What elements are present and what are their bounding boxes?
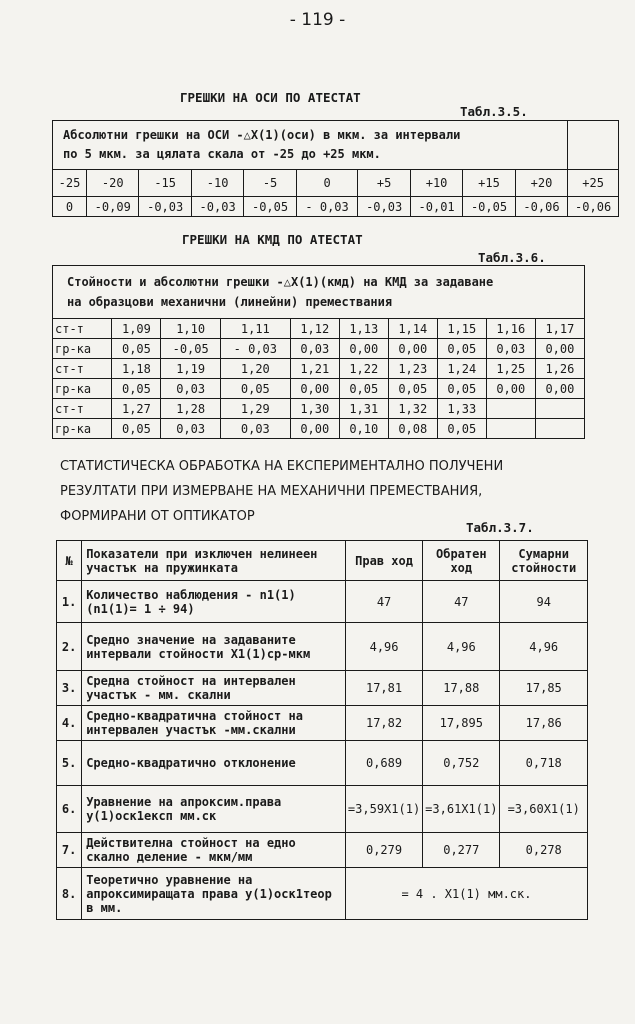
interval-9: +20: [515, 170, 568, 197]
row-forward: 47: [345, 581, 422, 623]
table-3-7-row: [57, 581, 588, 623]
error-7: -0,01: [410, 197, 462, 217]
error-0: 0: [53, 197, 87, 217]
cell-5: 0,00: [388, 339, 437, 359]
row-total: 4,96: [500, 623, 588, 671]
row-forward: 4,96: [345, 623, 422, 671]
table-3-7-label: Табл.3.7.: [466, 520, 534, 535]
row-parameter: Количество наблюдения - n1(1)(n1(1)= 1 ÷ 94): [82, 581, 346, 623]
row-total: 17,86: [500, 706, 588, 741]
cell-0: 1,09: [112, 319, 161, 339]
cell-0: 1,18: [112, 359, 161, 379]
table-3-6-caption-line1: Стойности и абсолютни грешки -△X(1)(кмд) на КМД за задаване: [67, 275, 494, 289]
row-parameter: Средно-квадратично отклонение: [82, 741, 346, 786]
row-parameter: Уравнение на апроксим.права y(1)оск1експ мм.ск: [82, 786, 346, 833]
cell-1: 1,10: [161, 319, 220, 339]
table-3-6-label: Табл.3.6.: [478, 250, 546, 265]
table-3-7-title-line1: СТАТИСТИЧЕСКА ОБРАБОТКА НА ЕКСПЕРИМЕНТАЛНО ПОЛУЧЕНИ: [60, 459, 504, 474]
table-3-5-label: Табл.3.5.: [460, 104, 528, 119]
table-3-7-row: [57, 623, 588, 671]
row-number: 2.: [57, 623, 82, 671]
row-number: 3.: [57, 671, 82, 706]
table-3-5-heading: ГРЕШКИ НА ОСИ ПО АТЕСТАТ: [180, 90, 361, 105]
table-3-5-caption-blank: [568, 121, 619, 170]
cell-2: - 0,03: [220, 339, 290, 359]
cell-6: 0,05: [437, 419, 486, 439]
cell-5: 1,32: [388, 399, 437, 419]
error-3: -0,03: [191, 197, 243, 217]
row-number: 8.: [57, 868, 82, 920]
cell-8: 1,17: [535, 319, 584, 339]
cell-1: 1,19: [161, 359, 220, 379]
error-9: -0,06: [515, 197, 568, 217]
row-backward: 0,277: [423, 833, 500, 868]
error-1: -0,09: [87, 197, 139, 217]
table-3-7: [56, 540, 588, 920]
row-number: 5.: [57, 741, 82, 786]
row-backward: 47: [423, 581, 500, 623]
cell-0: 0,05: [112, 339, 161, 359]
table-3-7-row: [57, 671, 588, 706]
table-3-7-title-line2: РЕЗУЛТАТИ ПРИ ИЗМЕРВАНЕ НА МЕХАНИЧНИ ПРЕМЕСТВАНИЯ,: [60, 484, 483, 499]
row-parameter: Действителна стойност на едно скално деление - мкм/мм: [82, 833, 346, 868]
row-label: ст-т: [53, 359, 112, 379]
cell-8: [535, 399, 584, 419]
table-3-6-row: [53, 339, 585, 359]
interval-5: 0: [296, 170, 358, 197]
cell-0: 1,27: [112, 399, 161, 419]
cell-2: 1,11: [220, 319, 290, 339]
row-forward: 17,82: [345, 706, 422, 741]
table-3-6-heading: ГРЕШКИ НА КМД ПО АТЕСТАТ: [182, 232, 363, 247]
row-backward: =3,61X1(1): [423, 786, 500, 833]
table-3-5-caption: [53, 121, 568, 170]
row-parameter: Средно-квадратична стойност на интервален участък -мм.скални: [82, 706, 346, 741]
cell-4: 0,10: [339, 419, 388, 439]
table-3-6-caption: [53, 266, 585, 319]
row-total: 94: [500, 581, 588, 623]
row-total: 0,718: [500, 741, 588, 786]
table-3-7-row: [57, 868, 588, 920]
row-number: 6.: [57, 786, 82, 833]
interval-2: -15: [139, 170, 191, 197]
table-3-7-row: [57, 786, 588, 833]
row-backward: 4,96: [423, 623, 500, 671]
row-forward: =3,59X1(1): [345, 786, 422, 833]
cell-7: [486, 399, 535, 419]
cell-3: 0,00: [290, 379, 339, 399]
table-3-7-title-line3: ФОРМИРАНИ ОТ ОПТИКАТОР: [60, 509, 255, 524]
cell-8: 0,00: [535, 379, 584, 399]
interval-7: +10: [410, 170, 462, 197]
row-forward: 0,689: [345, 741, 422, 786]
header-total: Сумарни стойности: [500, 541, 588, 581]
cell-4: 1,13: [339, 319, 388, 339]
table-3-7-row: [57, 741, 588, 786]
row-backward: 0,752: [423, 741, 500, 786]
error-10: -0,06: [568, 197, 619, 217]
interval-3: -10: [191, 170, 243, 197]
cell-3: 0,00: [290, 419, 339, 439]
table-3-7-row: [57, 833, 588, 868]
table-3-5: [52, 120, 619, 217]
interval-6: +5: [358, 170, 410, 197]
row-total: 17,85: [500, 671, 588, 706]
cell-0: 0,05: [112, 419, 161, 439]
error-4: -0,05: [244, 197, 296, 217]
cell-7: 1,25: [486, 359, 535, 379]
row-label: гр-ка: [53, 339, 112, 359]
cell-4: 0,00: [339, 339, 388, 359]
cell-5: 1,23: [388, 359, 437, 379]
cell-6: 1,15: [437, 319, 486, 339]
header-backward: Обратен ход: [423, 541, 500, 581]
cell-5: 0,08: [388, 419, 437, 439]
cell-2: 0,03: [220, 419, 290, 439]
cell-1: 0,03: [161, 379, 220, 399]
row-label: ст-т: [53, 399, 112, 419]
table-3-6-row: [53, 399, 585, 419]
header-forward: Прав ход: [345, 541, 422, 581]
cell-6: 0,05: [437, 339, 486, 359]
row-forward: 0,279: [345, 833, 422, 868]
interval-8: +15: [463, 170, 515, 197]
row-backward: 17,895: [423, 706, 500, 741]
cell-7: 1,16: [486, 319, 535, 339]
interval-10: +25: [568, 170, 619, 197]
cell-2: 1,20: [220, 359, 290, 379]
row-parameter: Теоретично уравнение на апроксимиращата права y(1)оск1теор в мм.: [82, 868, 346, 920]
row-number: 4.: [57, 706, 82, 741]
table-3-5-caption-line1: Абсолютни грешки на ОСИ -△X(1)(оси) в мкм. за интервали: [63, 128, 461, 142]
cell-8: [535, 419, 584, 439]
row-total: =3,60X1(1): [500, 786, 588, 833]
interval-0: -25: [53, 170, 87, 197]
row-number: 1.: [57, 581, 82, 623]
cell-3: 1,30: [290, 399, 339, 419]
cell-6: 1,24: [437, 359, 486, 379]
cell-4: 1,31: [339, 399, 388, 419]
table-3-6-caption-line2: на образцови механични (линейни) премествания: [67, 295, 393, 309]
table-3-7-row: [57, 706, 588, 741]
interval-1: -20: [87, 170, 139, 197]
cell-6: 0,05: [437, 379, 486, 399]
cell-1: -0,05: [161, 339, 220, 359]
error-2: -0,03: [139, 197, 191, 217]
cell-2: 1,29: [220, 399, 290, 419]
cell-7: [486, 419, 535, 439]
cell-7: 0,03: [486, 339, 535, 359]
cell-5: 0,05: [388, 379, 437, 399]
row-parameter: Средно значение на задаваните интервали стойности X1(1)ср-мкм: [82, 623, 346, 671]
header-no: №: [57, 541, 82, 581]
cell-6: 1,33: [437, 399, 486, 419]
row-label: гр-ка: [53, 419, 112, 439]
row-parameter: Средна стойност на интервален участък - мм. скални: [82, 671, 346, 706]
row-label: гр-ка: [53, 379, 112, 399]
error-8: -0,05: [463, 197, 515, 217]
row-forward: 17,81: [345, 671, 422, 706]
table-3-6: [52, 265, 585, 439]
row-number: 7.: [57, 833, 82, 868]
table-3-6-row: [53, 319, 585, 339]
error-6: -0,03: [358, 197, 410, 217]
cell-0: 0,05: [112, 379, 161, 399]
cell-8: 0,00: [535, 339, 584, 359]
cell-4: 1,22: [339, 359, 388, 379]
cell-7: 0,00: [486, 379, 535, 399]
table-3-5-caption-line2: по 5 мкм. за цялата скала от -25 до +25 мкм.: [63, 147, 381, 161]
cell-3: 1,12: [290, 319, 339, 339]
cell-3: 0,03: [290, 339, 339, 359]
row-merged-value: = 4 . X1(1) мм.ск.: [345, 868, 587, 920]
row-total: 0,278: [500, 833, 588, 868]
page-number: - 119 -: [289, 10, 346, 30]
error-5: - 0,03: [296, 197, 358, 217]
header-param: Показатели при изключен нелинеен участък на пружинката: [82, 541, 346, 581]
row-label: ст-т: [53, 319, 112, 339]
cell-8: 1,26: [535, 359, 584, 379]
interval-4: -5: [244, 170, 296, 197]
cell-3: 1,21: [290, 359, 339, 379]
cell-4: 0,05: [339, 379, 388, 399]
cell-5: 1,14: [388, 319, 437, 339]
cell-1: 1,28: [161, 399, 220, 419]
table-3-6-row: [53, 379, 585, 399]
cell-2: 0,05: [220, 379, 290, 399]
cell-1: 0,03: [161, 419, 220, 439]
table-3-7-header-row: [57, 541, 588, 581]
table-3-6-row: [53, 419, 585, 439]
row-backward: 17,88: [423, 671, 500, 706]
table-3-6-row: [53, 359, 585, 379]
